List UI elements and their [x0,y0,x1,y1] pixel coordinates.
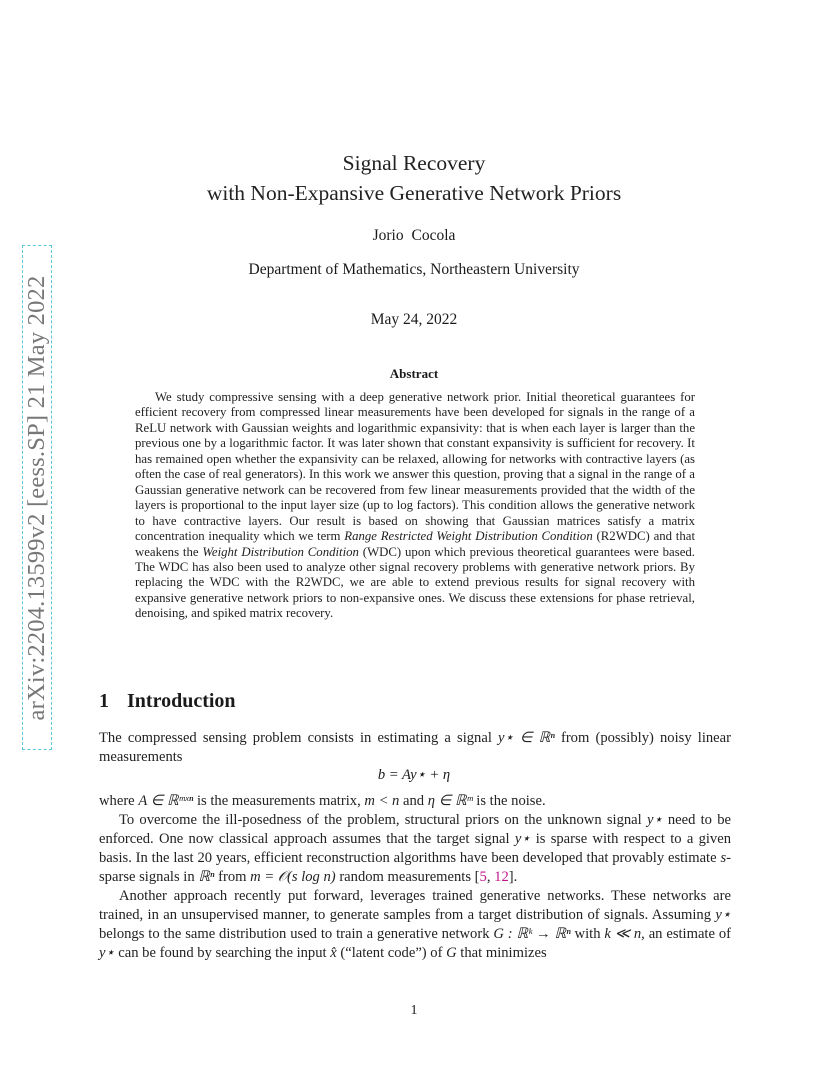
title-line-2: with Non-Expansive Generative Network Priors [206,181,622,205]
math-A-dim: A ∈ ℝᵐˣⁿ [138,793,194,809]
intro-paragraph-1: The compressed sensing problem consists in estimating a signal y⋆ ∈ ℝⁿ from (possibly) noisy linear measurements [99,730,731,765]
author-name: Jorio Cocola [372,227,456,244]
measurement-equation: b = Ay⋆ + η [377,767,451,783]
citation-link-5[interactable]: 5 [479,869,487,885]
section-heading [99,690,236,713]
intro-paragraph-3: To overcome the ill-posedness of the problem, structural priors on the unknown signal y⋆ need to be enforced. One now classical approach assumes that the target signal y⋆ is sparse with respect to a given basis. In the last 20 years, efficient reconstruction algorithms have been developed that provably estimate s-sparse signals in ℝⁿ from m = 𝒪(s log n) random measurements [5, 12]. [99,812,732,885]
math-m-lt-n: m < n [364,793,400,809]
abstract-heading: Abstract [389,366,439,381]
term-r2wdc: Range Restricted Weight Distribution Condition [344,529,593,544]
citation-link-12[interactable]: 12 [494,869,509,885]
intro-paragraph-2: where A ∈ ℝᵐˣⁿ is the measurements matrix, m < n and η ∈ ℝᵐ is the noise. To overcome the ill-posedness of the problem, structural priors on the unknown signal y⋆ need to be enforced. One now classical approach assumes that the target signal y⋆ is sparse with respect to a given basis. In the last 20 years, efficient reconstruction algorithms have been developed that provably estimate s-sparse signals in ℝⁿ from m = 𝒪(s log n) random measurements [5, 12]. Another approach recently put forward, leverages trained generative networks. These networks are trained, in an unsupervised manner, to generate samples from a target distribution of signals. Assuming y⋆ belongs to the same distribution used to train a generative network G : ℝᵏ → ℝⁿ with k ≪ n, an estimate of y⋆ can be found by searching the input x̂ (“latent code”) of G that minimizes [99,793,732,961]
abstract-body [135,390,695,622]
math-signal-in-Rn: y⋆ ∈ ℝⁿ [498,730,555,746]
section-title: Introduction [127,690,236,712]
section-number: 1 [99,690,109,712]
intro-paragraph-4: Another approach recently put forward, leverages trained generative networks. These networks are trained, in an unsupervised manner, to generate samples from a target distribution of signals. Assuming y⋆ belongs to the same distribution used to train a generative network G : ℝᵏ → ℝⁿ with k ≪ n, an estimate of y⋆ can be found by searching the input x̂ (“latent code”) of G that minimizes [99,888,731,961]
term-wdc: Weight Distribution Condition [202,544,359,559]
math-eta: η ∈ ℝᵐ [427,793,473,809]
title-line-1: Signal Recovery [342,151,486,175]
abstract-paragraph [135,390,695,622]
abstract-text-2: (R2WDC) and that weakens the [135,529,695,559]
author-affiliation: Department of Mathematics, Northeastern University [248,261,580,278]
abstract-text-1: We study compressive sensing with a deep generative network prior. Initial theoretical guarantees for efficient recovery from compressed linear measurements have been developed for signals in the range of a ReLU network with Gaussian weights and logarithmic expansivity: that is when each layer is larger than the previous one by a logarithmic factor. It was later shown that constant expansivity is sufficient for recovery. It has remained open whether the expansivity can be relaxed, allowing for networks with contractive layers (as often the case of real generators). In this work we answer this question, proving that a signal in the range of a Gaussian generative network can be recovered from few linear measurements provided that the width of the layers is proportional to the input layer size (up to log factors). This condition allows the generative network to have contractive layers. Our result is based on showing that Gaussian matrices satisfy a matrix concentration inequality which we term [135,390,695,544]
page-number: 1 [410,1003,418,1018]
paper-title [0,148,828,208]
paper-date: May 24, 2022 [370,311,458,328]
arxiv-identifier: arXiv:2204.13599v2 [eess.SP] 21 May 2022 [23,275,50,720]
abstract-text-3: (WDC) upon which previous theoretical guarantees were based. The WDC has also been used to analyze other signal recovery problems with generative network priors. By replacing the WDC with the R2WDC, we are able to extend previous results for signal recovery with expansive generative network priors to non-expansive ones. We discuss these extensions for phase retrieval, denoising, and spiked matrix recovery. [135,544,695,621]
